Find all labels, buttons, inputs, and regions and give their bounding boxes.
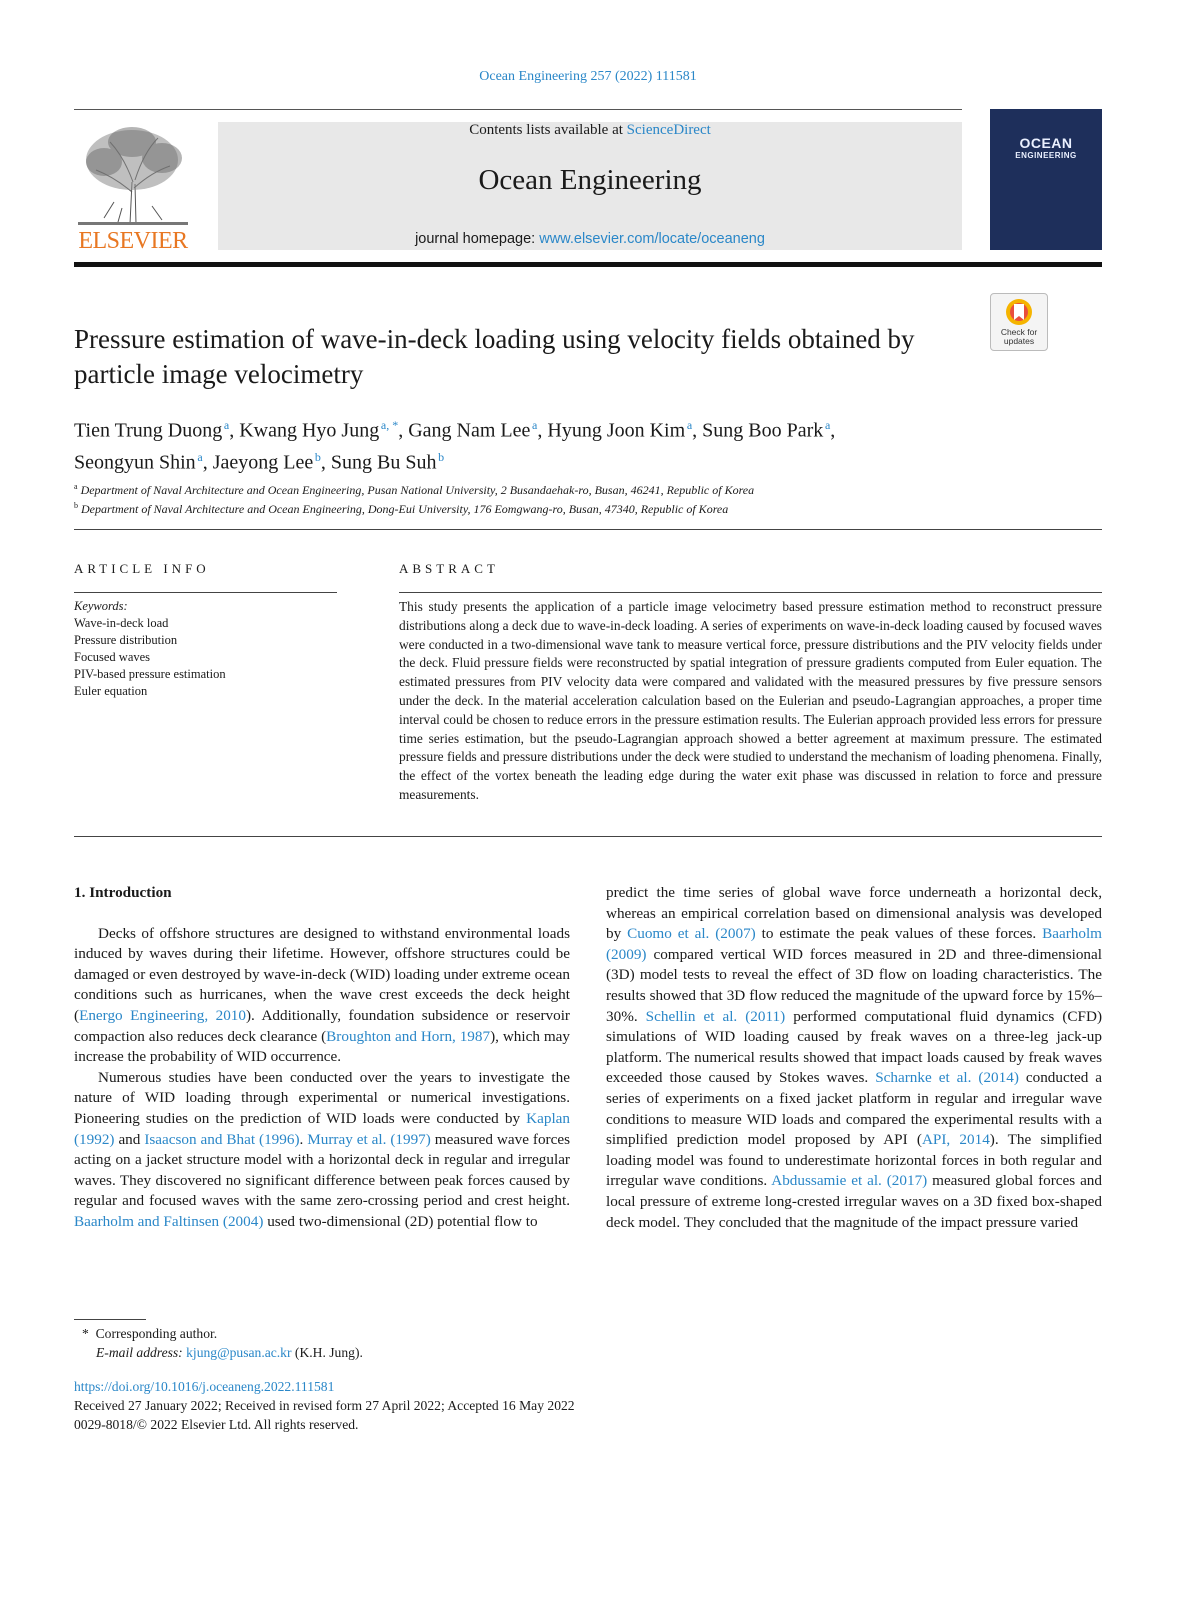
ref-link[interactable]: Abdussamie et al. (2017) (771, 1172, 928, 1190)
article-info-heading: ARTICLE INFO (74, 561, 210, 576)
ref-link[interactable]: Baarholm (2009) (606, 925, 1102, 963)
keyword: Wave-in-deck load (74, 616, 169, 630)
journal-cover[interactable] (990, 109, 1102, 250)
homepage-link[interactable]: www.elsevier.com/locate/oceaneng (539, 231, 765, 247)
email-note: E-mail address: kjung@pusan.ac.kr (K.H. Jung). (96, 1345, 363, 1360)
received-dates: Received 27 January 2022; Received in revised form 27 April 2022; Accepted 16 May 2022 (74, 1398, 575, 1413)
paragraph: Decks of offshore structures are designed to withstand environmental loads induced by waves during their lifetime. However, offshore structures could be damaged or even destroyed by wave-in-deck (WID) loading under extreme ocean conditions such as hurricanes, when the wave crest exceeds the deck height (Energo Engineering, 2010). Additionally, foundation subsidence or reservoir compaction also reduces deck clearance (Broughton and Horn, 1987), which may increase the probability of WID occurrence. (74, 924, 570, 1066)
paragraph: Numerous studies have been conducted over the years to investigate the nature of WID loading through experimental or numerical investigations. Pioneering studies on the prediction of WID loads were conducted by Kaplan (1992) and Isaacson and Bhat (1996). Murray et al. (1997) measured wave forces acting on a jacket structure model with a horizontal deck in regular and irregular waves. They discovered no significant difference between peak forces caused by regular and focused waves with the same zero-crossing period and crest height. Baarholm and Faltinsen (2004) used two-dimensional (2D) potential flow to (74, 1068, 570, 1230)
author[interactable]: Hyung Joon Kim (547, 419, 686, 442)
ref-link[interactable]: Murray et al. (1997) (307, 1130, 431, 1148)
ref-link[interactable]: Isaacson and Bhat (1996) (144, 1130, 300, 1148)
keywords-label: Keywords: (74, 599, 128, 613)
abstract-text: This study presents the application of a particle image velocimetry based pressure estimation method to reconstruct pressure distributions along a deck due to wave-in-deck loading. A series of experiments on wave-in-deck loading caused by focused waves were conducted in a two-dimensional wave tank to measure vertical force, pressure distributions and the PIV velocity fields under the deck. Fluid pressure fields were reconstructed by spatial integration of pressure gradients computed from Euler equation. The estimated pressures from PIV velocity data were compared and validated with the measured pressures by five pressure sensors under the deck. In the material acceleration calculation based on the Eulerian and pseudo-Lagrangian approaches, a proper time interval could be chosen to reduce errors in the pressure estimation results. The Eulerian approach provided less errors for pressure time series estimation, but the pseudo-Lagrangian approach showed a better agreement at maximum pressure. The estimated pressure fields and pressure distributions under the deck were studied to understand the mechanism of loading phenomena. Finally, the effect of the vortex beneath the leading edge during the water exit phase was discussed in relation to force and pressure measurements. (399, 599, 1102, 802)
divider (399, 592, 1102, 593)
author[interactable]: Seongyun Shin (74, 451, 196, 474)
intro-right-column (606, 883, 1102, 1233)
ref-link[interactable]: API, 2014 (921, 1131, 990, 1149)
author[interactable]: Tien Trung Duong (74, 419, 223, 442)
keywords-block (74, 598, 337, 700)
cover-subtitle: ENGINEERING (1015, 151, 1077, 160)
bookmark-icon (991, 294, 1047, 328)
ref-link[interactable]: Kaplan (1992) (74, 1109, 570, 1148)
sciencedirect-link[interactable]: ScienceDirect (626, 122, 711, 138)
top-rule (74, 109, 962, 110)
elsevier-tree-icon (74, 122, 192, 226)
cover-title: OCEAN (1019, 135, 1073, 151)
elsevier-logo[interactable] (74, 122, 192, 252)
homepage-line: journal homepage: www.elsevier.com/locate/oceaneng (415, 231, 765, 247)
section-heading-introduction: 1. Introduction (74, 884, 172, 901)
intro-left-column (74, 883, 570, 1233)
ref-link[interactable]: Baarholm and Faltinsen (2004) (74, 1212, 264, 1230)
journal-reference[interactable]: Ocean Engineering 257 (2022) 111581 (479, 69, 697, 84)
corresponding-author-note: * Corresponding author. (82, 1326, 218, 1341)
keyword: Pressure distribution (74, 633, 178, 647)
ref-link[interactable]: Scharnke et al. (2014) (875, 1069, 1019, 1087)
affiliation-b: $^b$ Department of Naval Architecture and Ocean Engineering, Dong-Eui University, 176 Eomgwang-ro, Busan, 47340, Republic of Korea (74, 501, 729, 516)
keyword: PIV-based pressure estimation (74, 667, 226, 681)
elsevier-wordmark: ELSEVIER (78, 228, 188, 254)
footnotes (82, 1324, 363, 1362)
contents-line: Contents lists available at ScienceDirect (469, 122, 711, 138)
footnote-rule (74, 1319, 146, 1320)
journal-title: Ocean Engineering (478, 164, 702, 196)
author[interactable]: Sung Boo Park (702, 419, 824, 442)
ref-link[interactable]: Broughton and Horn, 1987 (326, 1027, 491, 1045)
header-rule (74, 262, 1102, 267)
author-list: Tien Trung Duong $^a$, Kwang Hyo Jung $^{a, *}$, Gang Nam Lee $^a$, Hyung Joon Kim $^a$, Sung Boo Park $^a$, Seongyun Shin $^a$, Jaeyong Lee $^b$, Sung Bu Suh $^b$ (74, 418, 836, 474)
doi-link[interactable]: https://doi.org/10.1016/j.oceaneng.2022.111581 (74, 1379, 335, 1394)
divider (74, 836, 1102, 837)
affiliation-a: $^a$ Department of Naval Architecture and Ocean Engineering, Pusan National University, 2 Busandaehak-ro, Busan, 46241, Republic of Korea (74, 482, 755, 497)
author[interactable]: Sung Bu Suh (330, 451, 437, 474)
keyword: Focused waves (74, 650, 151, 664)
affiliations (74, 479, 1104, 517)
article-title: Pressure estimation of wave-in-deck loading using velocity fields obtained by particle image velocimetry (74, 324, 915, 389)
copyright: 0029-8018/© 2022 Elsevier Ltd. All rights reserved. (74, 1417, 359, 1432)
keyword: Euler equation (74, 684, 148, 698)
abstract-heading: ABSTRACT (399, 561, 499, 576)
author[interactable]: Jaeyong Lee (212, 451, 314, 474)
publication-info (74, 1377, 575, 1434)
author[interactable]: Kwang Hyo Jung (239, 419, 380, 442)
email-link[interactable]: kjung@pusan.ac.kr (186, 1345, 292, 1360)
divider (74, 529, 1102, 530)
ref-link[interactable]: Schellin et al. (2011) (645, 1007, 786, 1025)
check-for-updates-badge[interactable]: Check for updates (990, 293, 1048, 351)
journal-masthead (218, 122, 962, 250)
divider (74, 592, 337, 593)
ref-link[interactable]: Cuomo et al. (2007) (627, 925, 756, 943)
ref-link[interactable]: Energo Engineering, 2010 (79, 1006, 246, 1024)
paragraph: predict the time series of global wave force underneath a horizontal deck, whereas an empirical correlation based on dimensional analysis was developed by Cuomo et al. (2007) to estimate the peak values of these forces. Baarholm (2009) compared vertical WID forces measured in 2D and three-dimensional (3D) model tests to reveal the effect of 3D flow on loading characteristics. The results showed that 3D flow reduced the magnitude of the upward force by 15%–30%. Schellin et al. (2011) performed computational fluid dynamics (CFD) simulations of WID loading caused by freak waves on a three-leg jack-up platform. The numerical results showed that impact loads caused by freak waves exceeded those caused by Stokes waves. Scharnke et al. (2014) conducted a series of experiments on a fixed jacket platform in regular and irregular wave conditions to measure WID loads and compared the experimental results with a simplified prediction model proposed by API (API, 2014). The simplified loading model was found to underestimate horizontal forces in both regular and irregular wave conditions. Abdussamie et al. (2017) measured global forces and local pressure of extreme long-crested irregular waves on a 3D fixed box-shaped deck model. They concluded that the magnitude of the impact pressure varied (606, 884, 1103, 1231)
author[interactable]: Gang Nam Lee (408, 419, 531, 442)
